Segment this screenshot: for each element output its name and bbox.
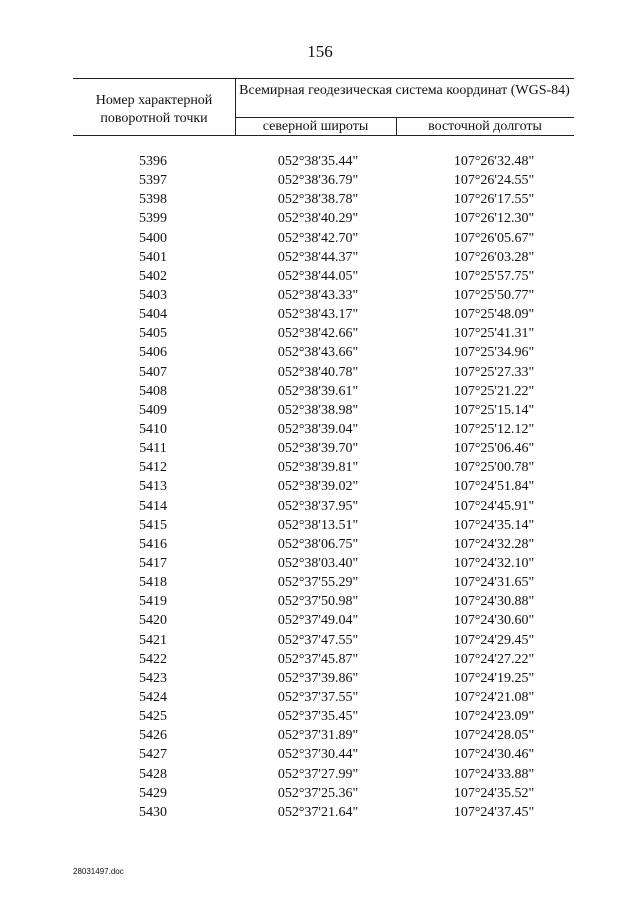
longitude-column-header: восточной долготы xyxy=(428,119,542,134)
latitude-cell: 052°38'44.37" xyxy=(277,249,359,265)
point-number-cell: 5404 xyxy=(139,307,167,323)
latitude-cell: 052°37'55.29" xyxy=(277,575,359,591)
table-row xyxy=(73,382,574,401)
point-number-cell: 5419 xyxy=(139,594,167,610)
table-row xyxy=(73,363,574,382)
longitude-cell: 107°26'05.67" xyxy=(453,230,535,246)
longitude-cell: 107°25'00.78" xyxy=(453,460,535,476)
latitude-cell: 052°38'13.51" xyxy=(277,517,359,533)
point-number-cell: 5417 xyxy=(139,555,167,571)
longitude-cell: 107°25'06.46" xyxy=(453,441,535,457)
latitude-cell: 052°38'37.95" xyxy=(277,498,359,514)
point-number-cell: 5426 xyxy=(139,728,167,744)
point-number-cell: 5409 xyxy=(139,402,167,418)
latitude-cell: 052°38'40.29" xyxy=(277,211,359,227)
table-row xyxy=(73,267,574,286)
point-number-cell: 5399 xyxy=(139,211,167,227)
table-header xyxy=(73,78,574,136)
longitude-cell: 107°24'33.88" xyxy=(453,766,535,782)
longitude-cell: 107°25'15.14" xyxy=(453,402,535,418)
table-row xyxy=(73,401,574,420)
point-number-cell: 5403 xyxy=(139,287,167,303)
longitude-cell: 107°24'32.28" xyxy=(453,536,535,552)
longitude-cell: 107°26'12.30" xyxy=(453,211,535,227)
point-number-cell: 5418 xyxy=(139,575,167,591)
table-row xyxy=(73,458,574,477)
table-row xyxy=(73,592,574,611)
latitude-cell: 052°38'42.70" xyxy=(277,230,359,246)
longitude-cell: 107°24'30.46" xyxy=(453,747,535,763)
latitude-cell: 052°38'38.78" xyxy=(277,192,359,208)
point-number-cell: 5407 xyxy=(139,364,167,380)
point-number-cell: 5396 xyxy=(139,154,167,169)
latitude-cell: 052°37'49.04" xyxy=(277,613,359,629)
latitude-cell: 052°37'21.64" xyxy=(277,804,359,820)
table-row xyxy=(73,554,574,573)
latitude-cell: 052°37'47.55" xyxy=(277,632,359,648)
longitude-cell: 107°24'31.65" xyxy=(453,575,535,591)
table-row xyxy=(73,573,574,592)
table-row xyxy=(73,516,574,535)
point-number-cell: 5416 xyxy=(139,536,167,552)
latitude-cell: 052°37'30.44" xyxy=(277,747,359,763)
point-number-cell: 5422 xyxy=(139,651,167,667)
point-number-cell: 5423 xyxy=(139,670,167,686)
point-number-cell: 5402 xyxy=(139,268,167,284)
longitude-cell: 107°24'27.22" xyxy=(453,651,535,667)
point-number-cell: 5410 xyxy=(139,421,167,437)
longitude-cell: 107°25'41.31" xyxy=(453,326,535,342)
table-row xyxy=(73,497,574,516)
latitude-cell: 052°37'31.89" xyxy=(277,728,359,744)
latitude-cell: 052°38'03.40" xyxy=(277,555,359,571)
table-row xyxy=(73,477,574,496)
point-number-cell: 5420 xyxy=(139,613,167,629)
table-row xyxy=(73,650,574,669)
table-row xyxy=(73,535,574,554)
latitude-cell: 052°37'35.45" xyxy=(277,709,359,725)
table-row xyxy=(73,420,574,439)
latitude-cell: 052°38'38.98" xyxy=(277,402,359,418)
table-row xyxy=(73,784,574,803)
longitude-cell: 107°24'21.08" xyxy=(453,689,535,705)
coordinate-system-header: Всемирная геодезическая система координат (WGS-84) xyxy=(239,83,570,98)
longitude-cell: 107°26'03.28" xyxy=(453,249,535,265)
table-row xyxy=(73,707,574,726)
point-number-cell: 5413 xyxy=(139,479,167,495)
point-number-cell: 5427 xyxy=(139,747,167,763)
longitude-cell: 107°26'24.55" xyxy=(453,173,535,189)
longitude-cell: 107°26'17.55" xyxy=(453,192,535,208)
point-number-cell: 5412 xyxy=(139,460,167,476)
point-number-cell: 5397 xyxy=(139,173,167,189)
longitude-cell: 107°25'27.33" xyxy=(453,364,535,380)
longitude-cell: 107°25'50.77" xyxy=(453,287,535,303)
latitude-cell: 052°38'06.75" xyxy=(277,536,359,552)
point-number-cell: 5428 xyxy=(139,766,167,782)
point-number-cell: 5424 xyxy=(139,689,167,705)
table-row xyxy=(73,631,574,650)
latitude-cell: 052°38'43.66" xyxy=(277,345,359,361)
table-row xyxy=(73,745,574,764)
longitude-cell: 107°24'35.52" xyxy=(453,785,535,801)
longitude-cell: 107°25'34.96" xyxy=(453,345,535,361)
point-number-cell: 5401 xyxy=(139,249,167,265)
longitude-cell: 107°24'19.25" xyxy=(453,670,535,686)
latitude-cell: 052°38'43.17" xyxy=(277,307,359,323)
longitude-cell: 107°24'28.05" xyxy=(453,728,535,744)
point-number-cell: 5415 xyxy=(139,517,167,533)
table-row xyxy=(73,611,574,630)
longitude-cell: 107°26'32.48" xyxy=(453,154,535,169)
point-number-cell: 5405 xyxy=(139,326,167,342)
table-row xyxy=(73,803,574,822)
latitude-cell: 052°38'36.79" xyxy=(277,173,359,189)
table-row xyxy=(73,343,574,362)
longitude-cell: 107°25'57.75" xyxy=(453,268,535,284)
latitude-cell: 052°38'39.61" xyxy=(277,383,359,399)
latitude-cell: 052°38'44.05" xyxy=(277,268,359,284)
longitude-cell: 107°24'45.91" xyxy=(453,498,535,514)
point-number-cell: 5429 xyxy=(139,785,167,801)
longitude-cell: 107°24'32.10" xyxy=(453,555,535,571)
table-row xyxy=(73,324,574,343)
latitude-cell: 052°38'35.44" xyxy=(277,154,359,169)
longitude-cell: 107°24'23.09" xyxy=(453,709,535,725)
latitude-cell: 052°37'37.55" xyxy=(277,689,359,705)
longitude-cell: 107°25'48.09" xyxy=(453,307,535,323)
coordinates-table-body xyxy=(73,152,574,822)
table-row xyxy=(73,152,574,171)
longitude-cell: 107°24'35.14" xyxy=(453,517,535,533)
point-number-cell: 5430 xyxy=(139,804,167,820)
page-number: 156 xyxy=(307,42,333,61)
longitude-cell: 107°24'29.45" xyxy=(453,632,535,648)
table-row xyxy=(73,171,574,190)
point-number-column-header: Номер характерной поворотной точки xyxy=(95,93,213,126)
table-row xyxy=(73,439,574,458)
latitude-cell: 052°37'45.87" xyxy=(277,651,359,667)
point-number-cell: 5411 xyxy=(139,441,167,457)
table-row xyxy=(73,286,574,305)
table-row xyxy=(73,305,574,324)
table-row xyxy=(73,229,574,248)
latitude-cell: 052°37'39.86" xyxy=(277,670,359,686)
longitude-cell: 107°24'37.45" xyxy=(453,804,535,820)
latitude-cell: 052°38'39.04" xyxy=(277,421,359,437)
table-row xyxy=(73,209,574,228)
point-number-cell: 5425 xyxy=(139,709,167,725)
point-number-cell: 5414 xyxy=(139,498,167,514)
point-number-cell: 5421 xyxy=(139,632,167,648)
table-row xyxy=(73,190,574,209)
table-row xyxy=(73,726,574,745)
point-number-cell: 5408 xyxy=(139,383,167,399)
longitude-cell: 107°25'21.22" xyxy=(453,383,535,399)
latitude-cell: 052°38'43.33" xyxy=(277,287,359,303)
point-number-cell: 5406 xyxy=(139,345,167,361)
longitude-cell: 107°24'30.60" xyxy=(453,613,535,629)
latitude-cell: 052°37'27.99" xyxy=(277,766,359,782)
table-row xyxy=(73,248,574,267)
point-number-cell: 5400 xyxy=(139,230,167,246)
latitude-cell: 052°37'25.36" xyxy=(277,785,359,801)
table-row xyxy=(73,669,574,688)
latitude-cell: 052°38'39.81" xyxy=(277,460,359,476)
longitude-cell: 107°24'30.88" xyxy=(453,594,535,610)
table-row xyxy=(73,765,574,784)
longitude-cell: 107°25'12.12" xyxy=(453,421,535,437)
latitude-cell: 052°38'39.02" xyxy=(277,479,359,495)
latitude-cell: 052°38'40.78" xyxy=(277,364,359,380)
document-file-name: 28031497.doc xyxy=(73,867,124,876)
longitude-cell: 107°24'51.84" xyxy=(453,479,535,495)
latitude-cell: 052°37'50.98" xyxy=(277,594,359,610)
latitude-cell: 052°38'42.66" xyxy=(277,326,359,342)
latitude-cell: 052°38'39.70" xyxy=(277,441,359,457)
point-number-cell: 5398 xyxy=(139,192,167,208)
table-row xyxy=(73,688,574,707)
latitude-column-header: северной широты xyxy=(262,119,369,134)
